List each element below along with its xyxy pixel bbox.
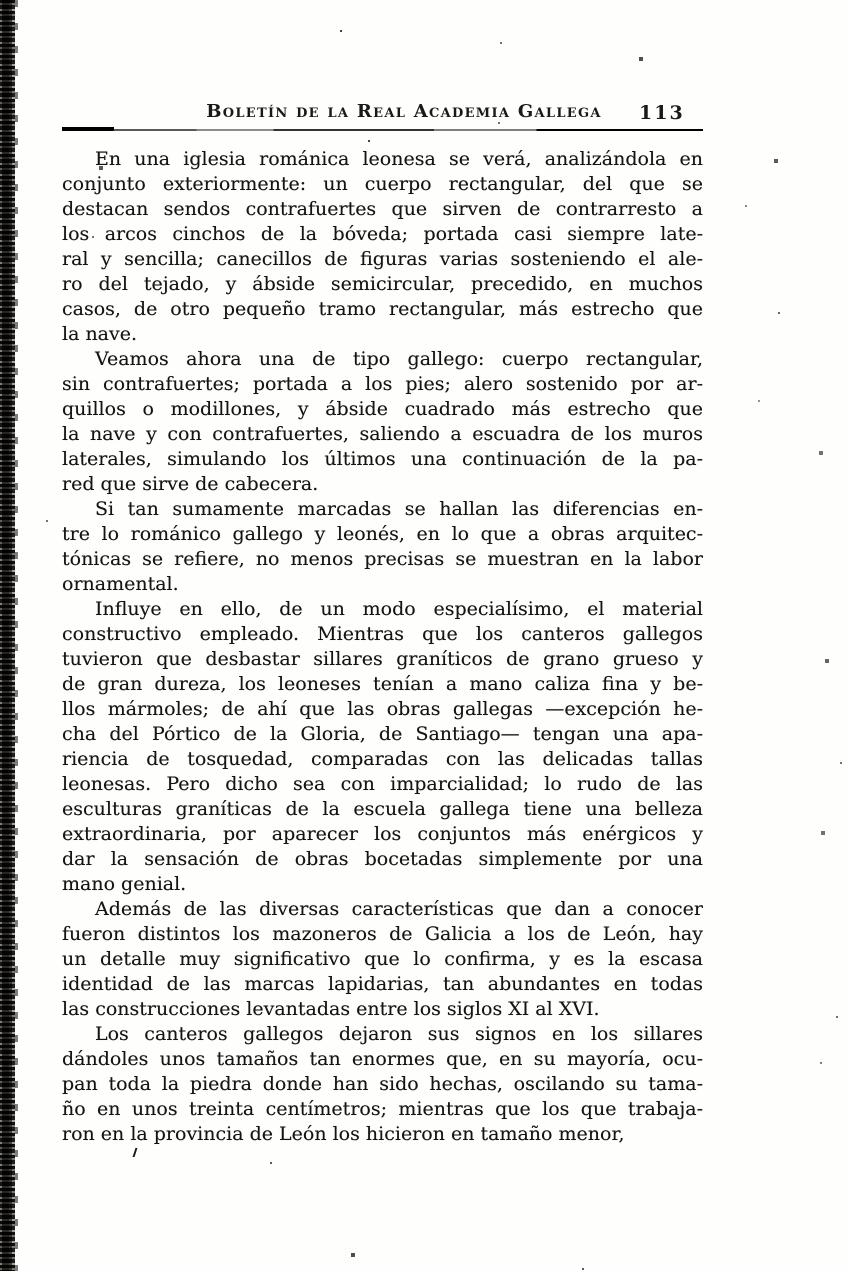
text-line: conjunto exteriormente: un cuerpo rectangular, del que se [62,173,703,195]
text-line: leonesas. Pero dicho sea con imparcialidad; lo rudo de las [62,773,703,795]
text-line: ron en la provincia de León los hicieron en tamaño menor, [62,1123,625,1145]
text-line: ornamental. [62,573,179,595]
text-line: ro del tejado, y ábside semicircular, precedido, en muchos [62,273,703,295]
text-line: Influye en ello, de un modo especialísimo, el material [95,598,703,620]
stray-ink-mark [133,1148,138,1157]
text-line: riencia de tosquedad, comparadas con las delicadas tallas [62,748,703,770]
scan-noise [0,0,2,2]
text-line: llos mármoles; de ahí que las obras gallegas —excepción he- [62,698,703,720]
text-line: tre lo románico gallego y leonés, en lo que a obras arquitec- [62,523,703,545]
page-header [62,101,702,127]
text-line: fueron distintos los mazoneros de Galicia a los de León, hay [62,923,703,945]
text-line: quillos o modillones, y ábside cuadrado más estrecho que [62,398,703,420]
text-line: esculturas graníticas de la escuela gallega tiene una belleza [62,798,703,820]
binding-shadow [0,0,15,1271]
text-line: Veamos ahora una de tipo gallego: cuerpo rectangular, [95,348,703,370]
text-line: Además de las diversas características que dan a conocer [95,898,703,920]
paragraph [62,897,703,1022]
text-line: pan toda la piedra donde han sido hechas, oscilando su tama- [62,1073,703,1095]
text-line: Si tan sumamente marcadas se hallan las diferencias en- [95,498,703,520]
text-line: cha del Pórtico de la Gloria, de Santiago— tengan una apa- [62,723,703,745]
text-line: constructivo empleado. Mientras que los canteros gallegos [62,623,703,645]
paragraph [62,497,703,597]
paragraph [62,147,703,347]
text-line: sin contrafuertes; portada a los pies; alero sostenido por ar- [62,373,703,395]
text-line: casos, de otro pequeño tramo rectangular, más estrecho que [62,298,703,320]
text-column [62,147,703,1147]
text-line: ño en unos treinta centímetros; mientras que los que trabaja- [62,1098,703,1120]
text-line: destacan sendos contrafuertes que sirven de contrarresto a [62,198,703,220]
text-line: laterales, simulando los últimos una continuación de la pa- [62,448,703,470]
text-line: un detalle muy significativo que lo confirma, y es la escasa [62,948,703,970]
text-line: dándoles unos tamaños tan enormes que, en su mayoría, ocu- [62,1048,703,1070]
text-line: En una iglesia románica leonesa se verá, analizándola en [95,148,703,170]
paragraph [62,347,703,497]
text-line: ral y sencilla; canecillos de figuras varias sosteniendo el ale- [62,248,703,270]
text-line: dar la sensación de obras bocetadas simplemente por una [62,848,703,870]
paragraph [62,597,703,897]
text-line: de gran dureza, los leoneses tenían a mano caliza fina y be- [62,673,703,695]
text-line: red que sirve de cabecera. [62,473,319,495]
journal-title: Boletín de la Real Academia Gallega [206,101,602,122]
text-line: extraordinaria, por aparecer los conjuntos más enérgicos y [62,823,703,845]
text-line: la nave y con contrafuertes, saliendo a escuadra de los muros [62,423,703,445]
text-line: tuvieron que desbastar sillares graníticos de grano grueso y [62,648,703,670]
text-line: la nave. [62,323,138,345]
text-line: las construcciones levantadas entre los siglos XI al XVI. [62,998,600,1020]
page-number: 113 [639,102,685,124]
text-line: los arcos cinchos de la bóveda; portada casi siempre late- [62,223,703,245]
text-line: identidad de las marcas lapidarias, tan abundantes en todas [62,973,703,995]
text-line: Los canteros gallegos dejaron sus signos en los sillares [95,1023,703,1045]
text-line: mano genial. [62,873,187,895]
header-rule [62,129,703,131]
text-line: tónicas se refiere, no menos precisas se muestran en la labor [62,548,703,570]
paragraph [62,1022,703,1147]
